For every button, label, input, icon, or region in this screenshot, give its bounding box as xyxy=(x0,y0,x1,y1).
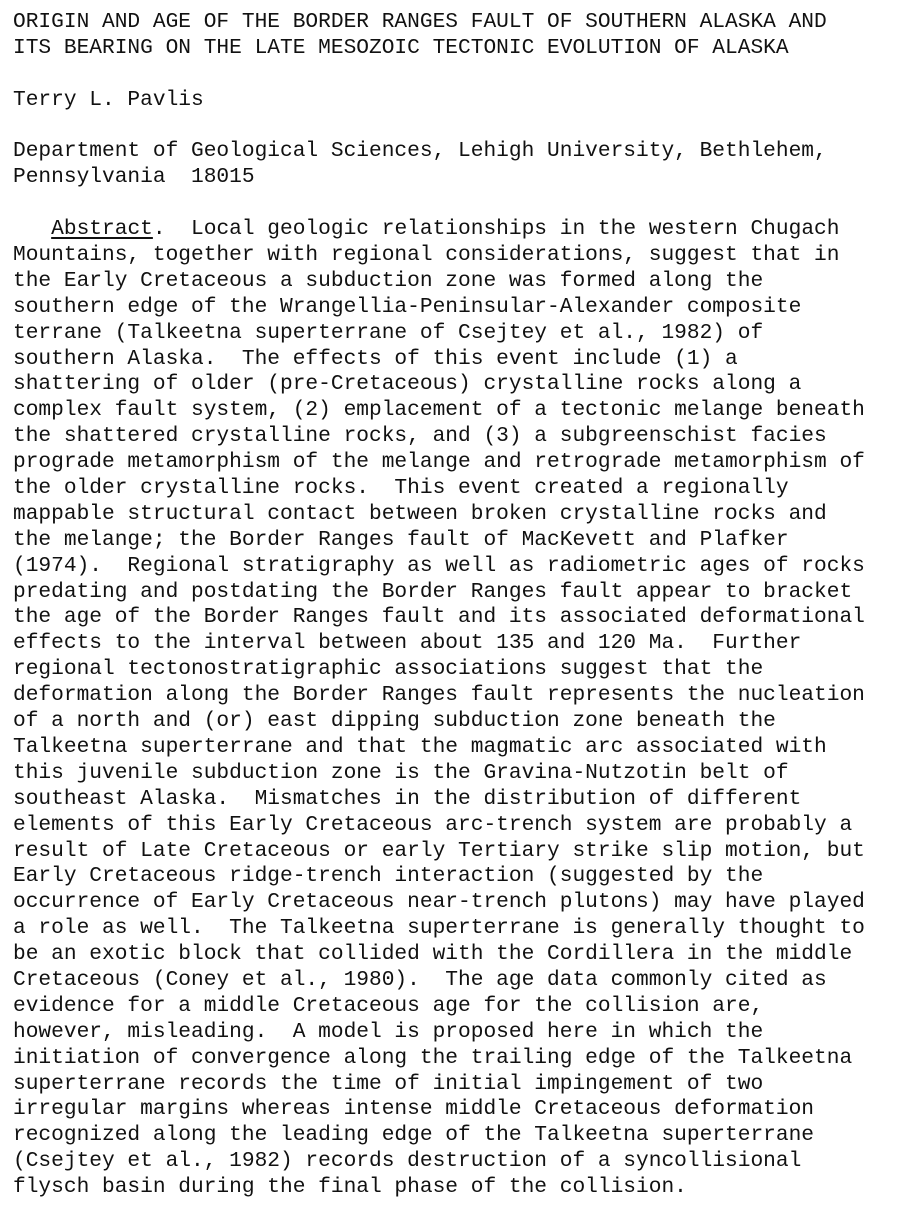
affiliation-line: Department of Geological Sciences, Lehigh University, Bethlehem, xyxy=(13,139,827,164)
paper-title xyxy=(13,10,903,62)
abstract-line: predating and postdating the Border Ranges fault appear to bracket xyxy=(13,579,853,604)
abstract-line: Cretaceous (Coney et al., 1980). The age data commonly cited as xyxy=(13,967,827,992)
abstract-line: regional tectonostratigraphic associations suggest that the xyxy=(13,657,764,682)
abstract-line: terrane (Talkeetna superterrane of Csejtey et al., 1982) of xyxy=(13,320,764,345)
spacer xyxy=(13,62,903,88)
abstract-line: recognized along the leading edge of the Talkeetna superterrane xyxy=(13,1123,815,1148)
spacer xyxy=(13,191,903,217)
abstract-line: irregular margins whereas intense middle Cretaceous deformation xyxy=(13,1097,815,1122)
abstract-body xyxy=(13,243,903,1201)
abstract-line: shattering of older (pre-Cretaceous) crystalline rocks along a xyxy=(13,372,802,397)
affiliation-line: Pennsylvania 18015 xyxy=(13,165,255,190)
abstract-line: however, misleading. A model is proposed here in which the xyxy=(13,1019,764,1044)
abstract-line: southeast Alaska. Mismatches in the distribution of different xyxy=(13,786,802,811)
abstract-line: (1974). Regional stratigraphy as well as radiometric ages of rocks xyxy=(13,553,865,578)
abstract-line: superterrane records the time of initial impingement of two xyxy=(13,1071,764,1096)
abstract-line: Early Cretaceous ridge-trench interaction (suggested by the xyxy=(13,864,764,889)
abstract-line: complex fault system, (2) emplacement of a tectonic melange beneath xyxy=(13,398,865,423)
author-affiliation xyxy=(13,139,903,191)
abstract-line: Talkeetna superterrane and that the magmatic arc associated with xyxy=(13,734,827,759)
abstract-line: occurrence of Early Cretaceous near-trench plutons) may have played xyxy=(13,890,865,915)
abstract-line: of a north and (or) east dipping subduction zone beneath the xyxy=(13,709,776,734)
abstract-line: (Csejtey et al., 1982) records destruction of a syncollisional xyxy=(13,1149,802,1174)
abstract-line: evidence for a middle Cretaceous age for the collision are, xyxy=(13,993,764,1018)
abstract-line: initiation of convergence along the trailing edge of the Talkeetna xyxy=(13,1045,853,1070)
abstract-line: the Early Cretaceous a subduction zone was formed along the xyxy=(13,268,764,293)
abstract-line: southern Alaska. The effects of this event include (1) a xyxy=(13,346,738,371)
abstract-line: flysch basin during the final phase of the collision. xyxy=(13,1175,687,1200)
abstract-line: mappable structural contact between broken crystalline rocks and xyxy=(13,501,827,526)
abstract-line: a role as well. The Talkeetna superterrane is generally thought to xyxy=(13,916,865,941)
abstract-line: prograde metamorphism of the melange and retrograde metamorphism of xyxy=(13,450,865,475)
abstract-line: southern edge of the Wrangellia-Peninsular-Alexander composite xyxy=(13,294,802,319)
abstract-first-line-text: . Local geologic relationships in the western Chugach xyxy=(152,217,840,242)
abstract-line: the age of the Border Ranges fault and its associated deformational xyxy=(13,605,865,630)
abstract-line: effects to the interval between about 135 and 120 Ma. Further xyxy=(13,631,802,656)
abstract xyxy=(13,217,903,1201)
abstract-line: the shattered crystalline rocks, and (3) a subgreenschist facies xyxy=(13,424,827,449)
abstract-line: this juvenile subduction zone is the Gravina-Nutzotin belt of xyxy=(13,760,789,785)
abstract-line: result of Late Cretaceous or early Tertiary strike slip motion, but xyxy=(13,838,865,863)
author-name: Terry L. Pavlis xyxy=(13,87,204,112)
abstract-line: be an exotic block that collided with the Cordillera in the middle xyxy=(13,942,853,967)
abstract-first-line xyxy=(13,217,903,243)
spacer xyxy=(13,114,903,140)
title-line: ORIGIN AND AGE OF THE BORDER RANGES FAULT OF SOUTHERN ALASKA AND xyxy=(13,10,827,34)
abstract-indent xyxy=(13,217,51,241)
abstract-line: the older crystalline rocks. This event created a regionally xyxy=(13,476,789,501)
abstract-line: Mountains, together with regional considerations, suggest that in xyxy=(13,243,840,268)
title-line: ITS BEARING ON THE LATE MESOZOIC TECTONIC EVOLUTION OF ALASKA xyxy=(13,35,789,60)
document-page xyxy=(13,10,903,1201)
abstract-heading: Abstract xyxy=(51,217,153,242)
abstract-line: elements of this Early Cretaceous arc-trench system are probably a xyxy=(13,812,853,837)
abstract-line: the melange; the Border Ranges fault of MacKevett and Plafker xyxy=(13,527,789,552)
abstract-line: deformation along the Border Ranges fault represents the nucleation xyxy=(13,683,865,708)
